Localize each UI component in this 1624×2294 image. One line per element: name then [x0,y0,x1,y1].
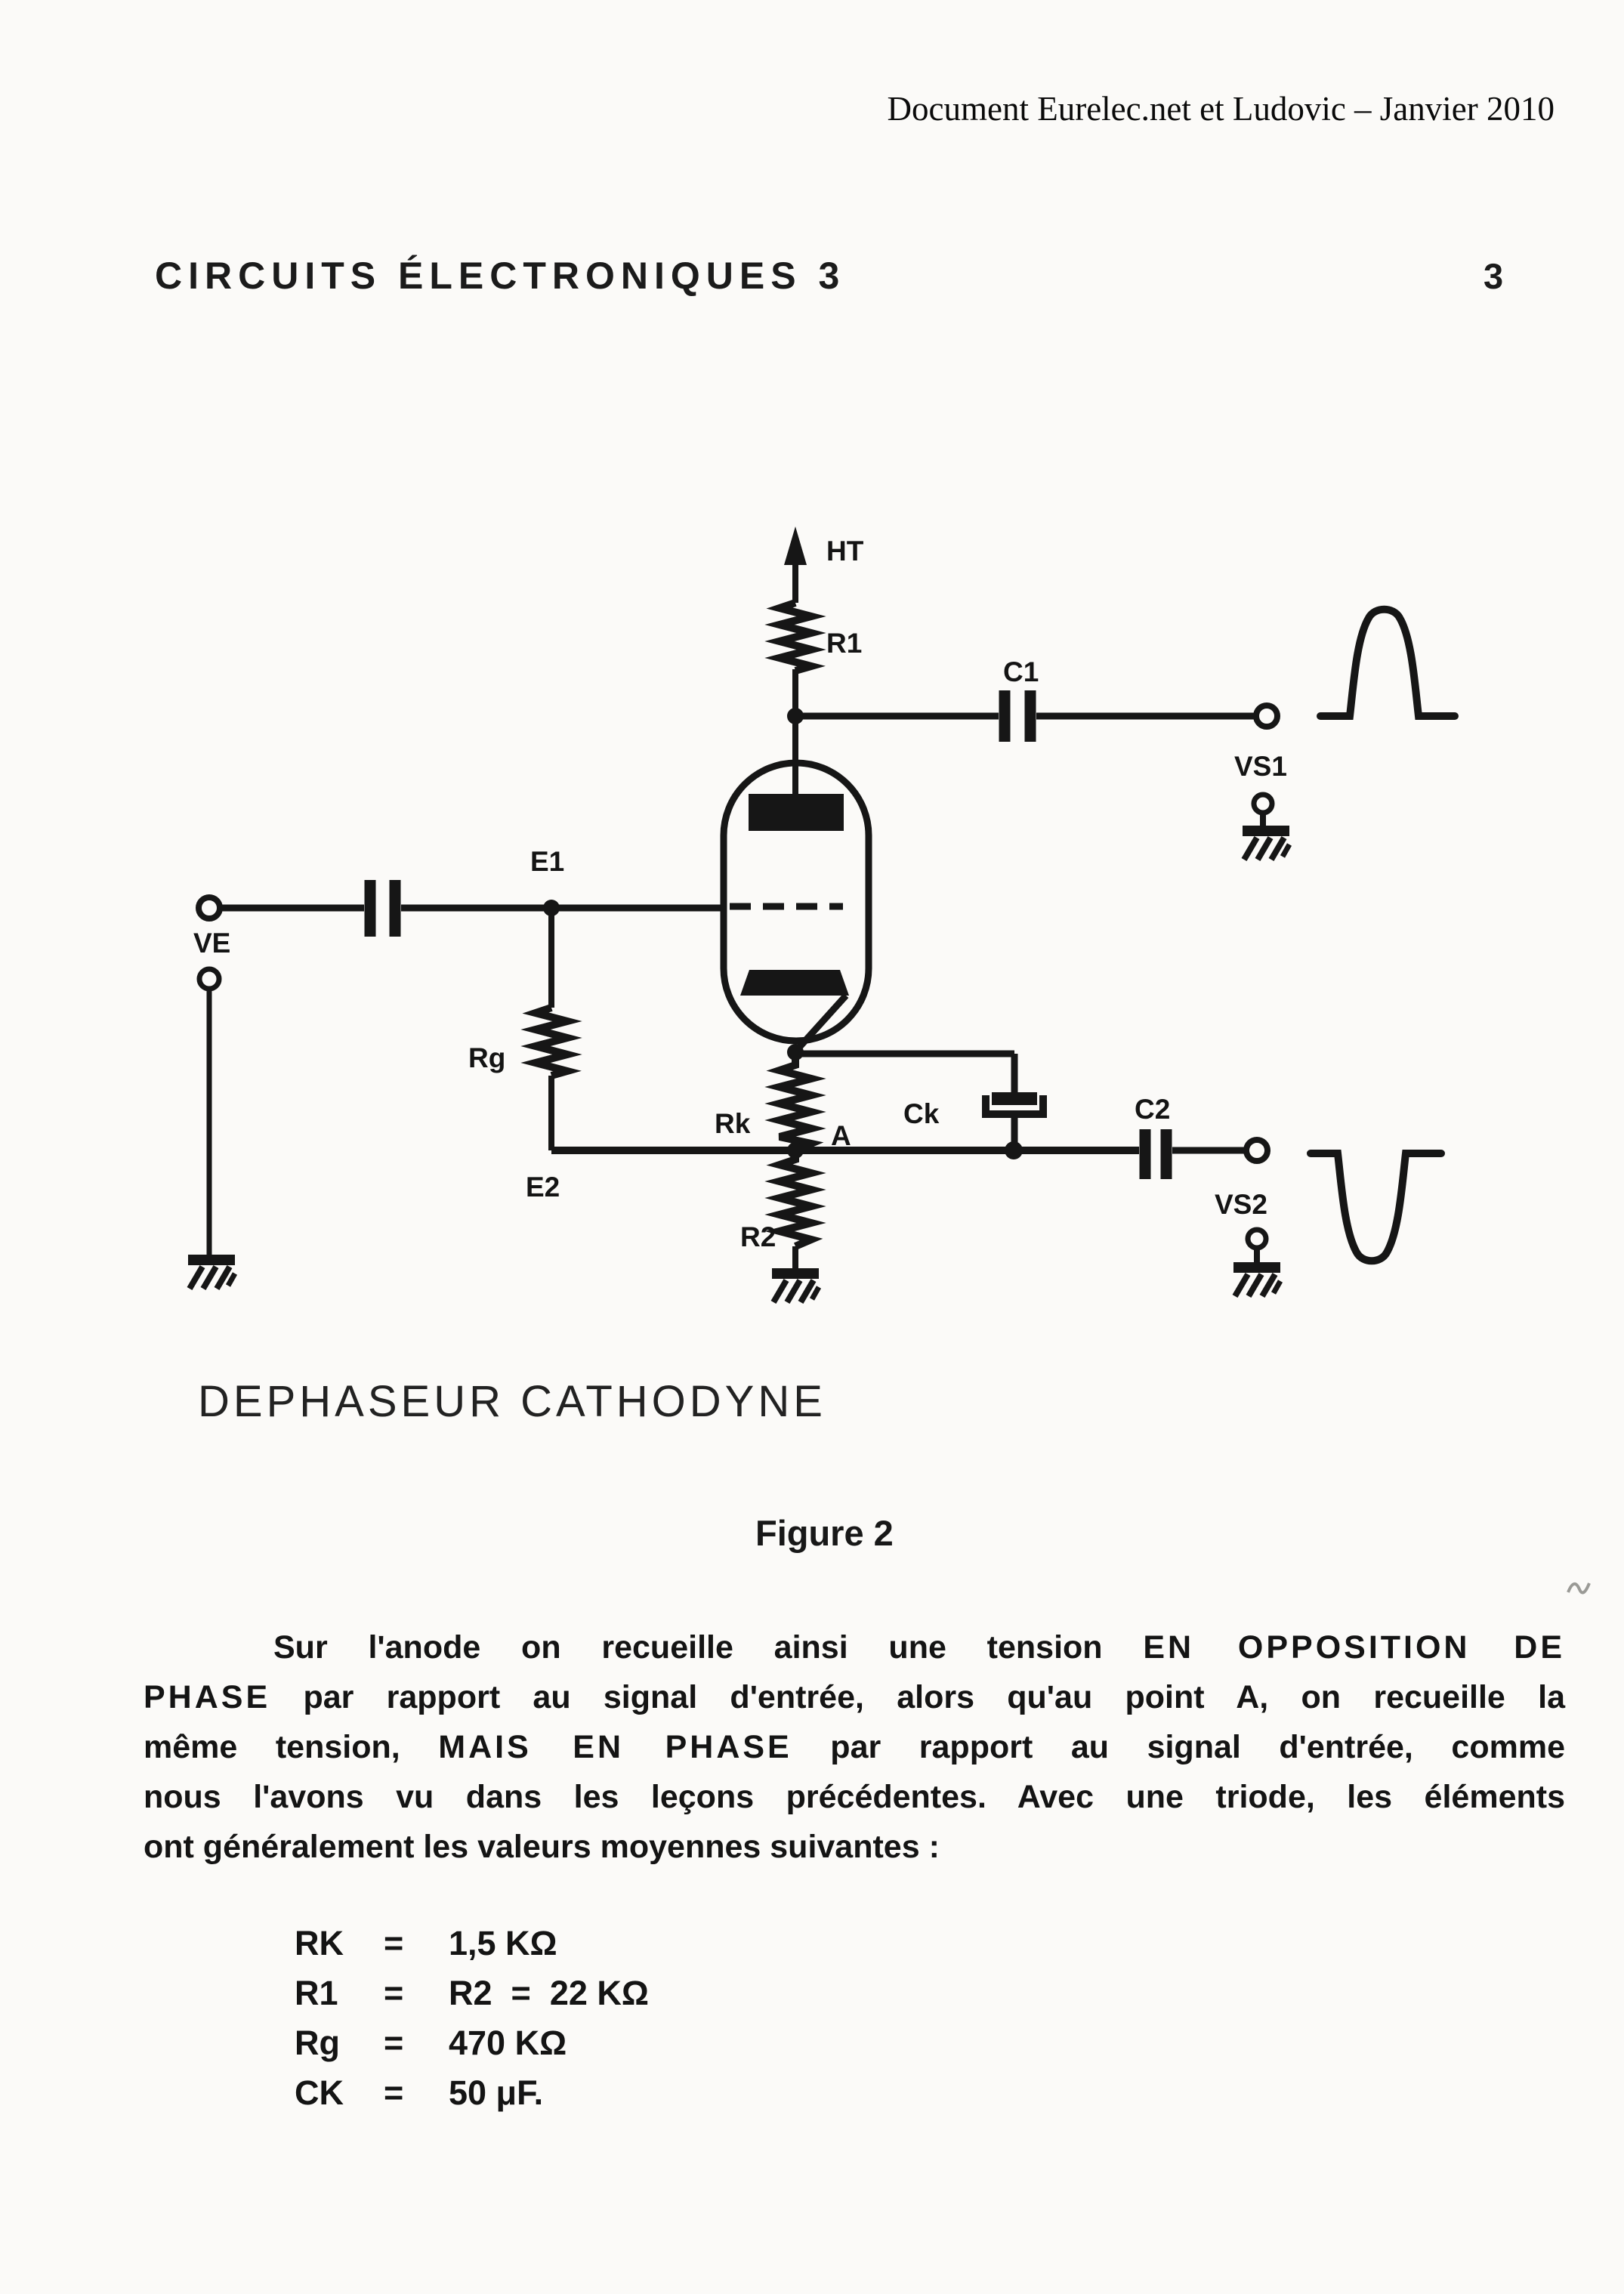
resistor-rk [780,1052,811,1150]
ck-plate [992,1092,1037,1105]
paragraph-line: Sur l'anode on recueille ainsi une tension EN OPPOSITION DE [273,1629,1565,1666]
component-value: 50 μF. [449,2073,544,2112]
r2-branch [772,1150,819,1302]
figure-title: DEPHASEUR CATHODYNE [198,1377,826,1426]
label-r1: R1 [826,628,863,659]
label-e2: E2 [526,1172,560,1203]
paragraph-line: même tension, MAIS EN PHASE par rapport au signal d'entrée, comme [144,1729,1565,1765]
page-number: 3 [1484,256,1504,296]
value-row [295,2068,649,2118]
label-rk: Rk [715,1108,751,1139]
component-name: CK [295,2073,344,2112]
document-header: Document Eurelec.net et Ludovic – Janvier 2010 [887,90,1555,128]
label-r2: R2 [740,1221,776,1252]
component-value: R2 = 22 KΩ [449,1974,649,2012]
label-e1: E1 [530,846,565,877]
equals-sign: = [384,1924,404,1962]
figure-caption: Figure 2 [755,1513,894,1553]
label-ht: HT [826,536,864,567]
course-title: CIRCUITS ÉLECTRONIQUES 3 [155,255,846,297]
resistor-r1 [780,603,811,671]
label-ck: Ck [903,1098,940,1129]
component-name: Rg [295,2024,340,2062]
body-paragraph [144,1622,1565,1872]
label-c2: C2 [1135,1094,1171,1125]
label-c1: C1 [1003,656,1039,687]
vs1-ground [1243,795,1289,860]
label-vs1: VS1 [1234,751,1287,782]
waveform-positive-halfwave [1320,610,1455,716]
cathode-plate [740,970,849,996]
ck-node-dot [1005,1141,1023,1159]
label-ve: VE [193,928,231,959]
equals-sign: = [384,2073,404,2112]
waveform-negative-halfwave [1311,1153,1441,1261]
value-row [295,2018,649,2068]
equals-sign: = [384,1974,404,2012]
vs2-terminal [1246,1140,1267,1161]
vs1-terminal [1256,705,1277,727]
resistor-r2 [780,1150,811,1246]
paragraph-line: ont généralement les valeurs moyennes suivantes : [144,1829,940,1865]
component-name: R1 [295,1974,338,2012]
input-branch [199,880,843,937]
anode-plate [749,794,844,831]
component-values-list [295,1919,649,2118]
paragraph-line: nous l'avons vu dans les leçons précédentes. Avec une triode, les éléments [144,1779,1565,1815]
resistor-rg [536,1008,567,1076]
label-a: A [831,1120,851,1151]
equals-sign: = [384,2024,404,2062]
value-row [295,1968,649,2018]
paragraph-line: PHASE par rapport au signal d'entrée, alors qu'au point A, on recueille la [144,1679,1565,1715]
ht-arrow-icon [784,526,807,565]
cathode-output-line [551,1129,1267,1179]
ve-ground-branch [188,969,235,1289]
component-value: 470 KΩ [449,2024,567,2062]
component-name: RK [295,1924,344,1962]
ve-terminal [199,897,220,919]
label-rg: Rg [468,1042,506,1073]
value-row [295,1919,649,1968]
rg-branch [536,908,567,1150]
scan-artifact-mark [1568,1583,1589,1593]
anode-output-line [787,690,1277,742]
label-vs2: VS2 [1215,1189,1267,1220]
cathode-lead [797,996,846,1050]
cathode-branch [787,1044,1043,1150]
component-value: 1,5 KΩ [449,1924,557,1962]
vs2-ground [1233,1230,1280,1296]
